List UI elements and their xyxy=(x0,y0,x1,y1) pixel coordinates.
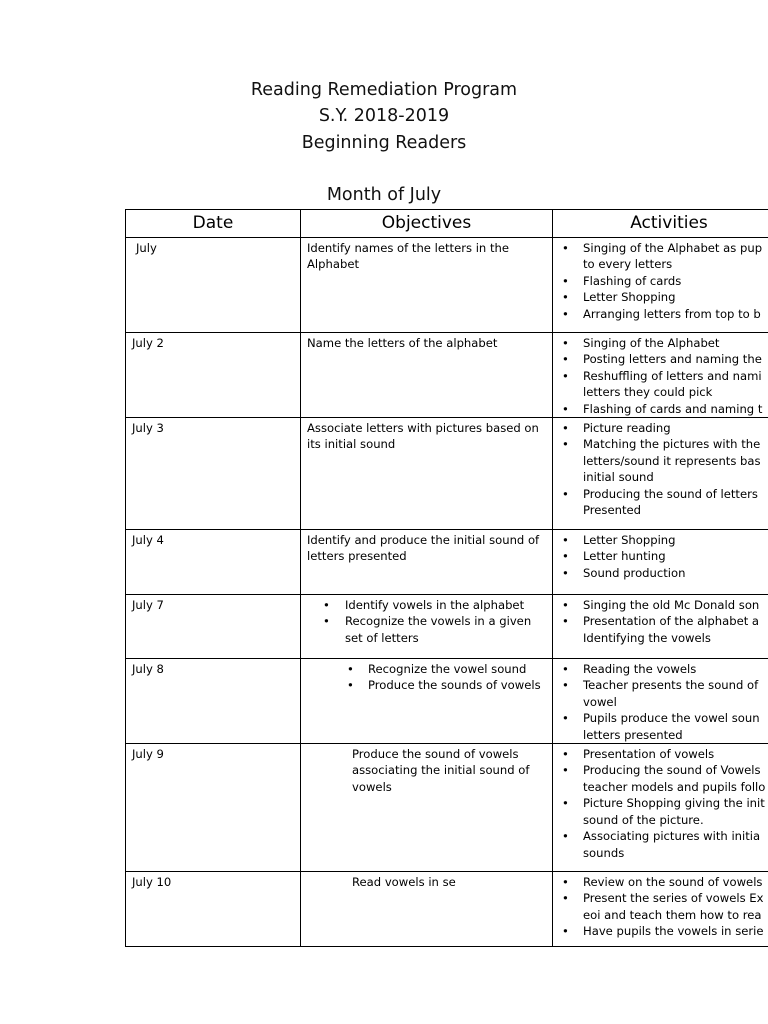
date-cell: July 10 xyxy=(126,872,301,947)
objective-cell: Identify and produce the initial sound of letters presented xyxy=(301,530,553,595)
table-row xyxy=(126,530,768,595)
objective-item: • Recognize the vowel sound xyxy=(301,661,546,677)
activities-cell xyxy=(553,659,768,744)
objective-cell: Produce the sound of vowels associating the initial sound of vowels xyxy=(301,744,553,872)
activity-item: • Producing the sound of letters Presented xyxy=(559,486,768,519)
activities-cell xyxy=(553,418,768,530)
activities-cell xyxy=(553,333,768,418)
objective-cell: Associate letters with pictures based on its initial sound xyxy=(301,418,553,530)
activity-item: • Flashing of cards and naming t xyxy=(559,401,768,417)
date-cell: July 7 xyxy=(126,595,301,659)
activity-item: • Singing the old Mc Donald son xyxy=(559,597,768,613)
activity-item: • Have pupils the vowels in serie xyxy=(559,923,768,939)
date-cell: July 2 xyxy=(126,333,301,418)
header-date: Date xyxy=(126,210,301,238)
activity-item: • Producing the sound of Vowels teacher models and pupils follo xyxy=(559,762,768,795)
objective-item: • Recognize the vowels in a given set of letters xyxy=(301,613,546,646)
activity-item: • Posting letters and naming the xyxy=(559,351,768,367)
activity-item: • Picture Shopping giving the init sound of the picture. xyxy=(559,795,768,828)
objective-item: • Identify vowels in the alphabet xyxy=(301,597,546,613)
table-row xyxy=(126,238,768,333)
school-year: S.Y. 2018-2019 xyxy=(318,106,450,126)
activity-item: • Pupils produce the vowel soun letters presented xyxy=(559,710,768,743)
table-row xyxy=(126,595,768,659)
activities-cell xyxy=(553,238,768,333)
month-heading: Month of July xyxy=(326,185,442,205)
activities-cell xyxy=(553,595,768,659)
activity-item: • Singing of the Alphabet xyxy=(559,335,768,351)
table-row xyxy=(126,872,768,947)
activity-item: • Presentation of vowels xyxy=(559,746,768,762)
date-cell: July 9 xyxy=(126,744,301,872)
date-cell: July 3 xyxy=(126,418,301,530)
date-cell: July 4 xyxy=(126,530,301,595)
header-objectives: Objectives xyxy=(301,210,553,238)
table-header-row xyxy=(126,210,768,238)
activity-item: • Presentation of the alphabet a Identifying the vowels xyxy=(559,613,768,646)
reader-level: Beginning Readers xyxy=(301,133,467,153)
activity-item: • Picture reading xyxy=(559,420,768,436)
activity-item: • Letter Shopping xyxy=(559,532,768,548)
table-row xyxy=(126,418,768,530)
table-row xyxy=(126,333,768,418)
header-activities: Activities xyxy=(553,210,768,238)
activity-item: • Reshuffling of letters and nami letters they could pick xyxy=(559,368,768,401)
objective-cell: Name the letters of the alphabet xyxy=(301,333,553,418)
activities-cell xyxy=(553,744,768,872)
table-row xyxy=(126,744,768,872)
objective-cell xyxy=(301,659,553,744)
remediation-table xyxy=(125,209,768,947)
objective-cell: Identify names of the letters in the Alphabet xyxy=(301,238,553,333)
activity-item: • Letter hunting xyxy=(559,548,768,564)
activity-item: • Reading the vowels xyxy=(559,661,768,677)
activity-item: • Associating pictures with initia sounds xyxy=(559,828,768,861)
activity-item: • Singing of the Alphabet as pup to every letters xyxy=(559,240,768,273)
activities-cell xyxy=(553,872,768,947)
activities-cell xyxy=(553,530,768,595)
activity-item: • Present the series of vowels Ex eoi and teach them how to rea xyxy=(559,890,768,923)
objective-cell xyxy=(301,595,553,659)
activity-item: • Letter Shopping xyxy=(559,289,768,305)
table-row xyxy=(126,659,768,744)
activity-item: • Sound production xyxy=(559,565,768,581)
activity-item: • Review on the sound of vowels xyxy=(559,874,768,890)
program-title: Reading Remediation Program xyxy=(250,80,518,100)
activity-item: • Arranging letters from top to b xyxy=(559,306,768,322)
activity-item: • Flashing of cards xyxy=(559,273,768,289)
objective-cell: Read vowels in se xyxy=(301,872,553,947)
objective-item: • Produce the sounds of vowels xyxy=(301,677,546,693)
activity-item: • Teacher presents the sound of vowel xyxy=(559,677,768,710)
date-cell: July 8 xyxy=(126,659,301,744)
date-cell: July xyxy=(126,238,301,333)
activity-item: • Matching the pictures with the letters/sound it represents bas initial sound xyxy=(559,436,768,485)
